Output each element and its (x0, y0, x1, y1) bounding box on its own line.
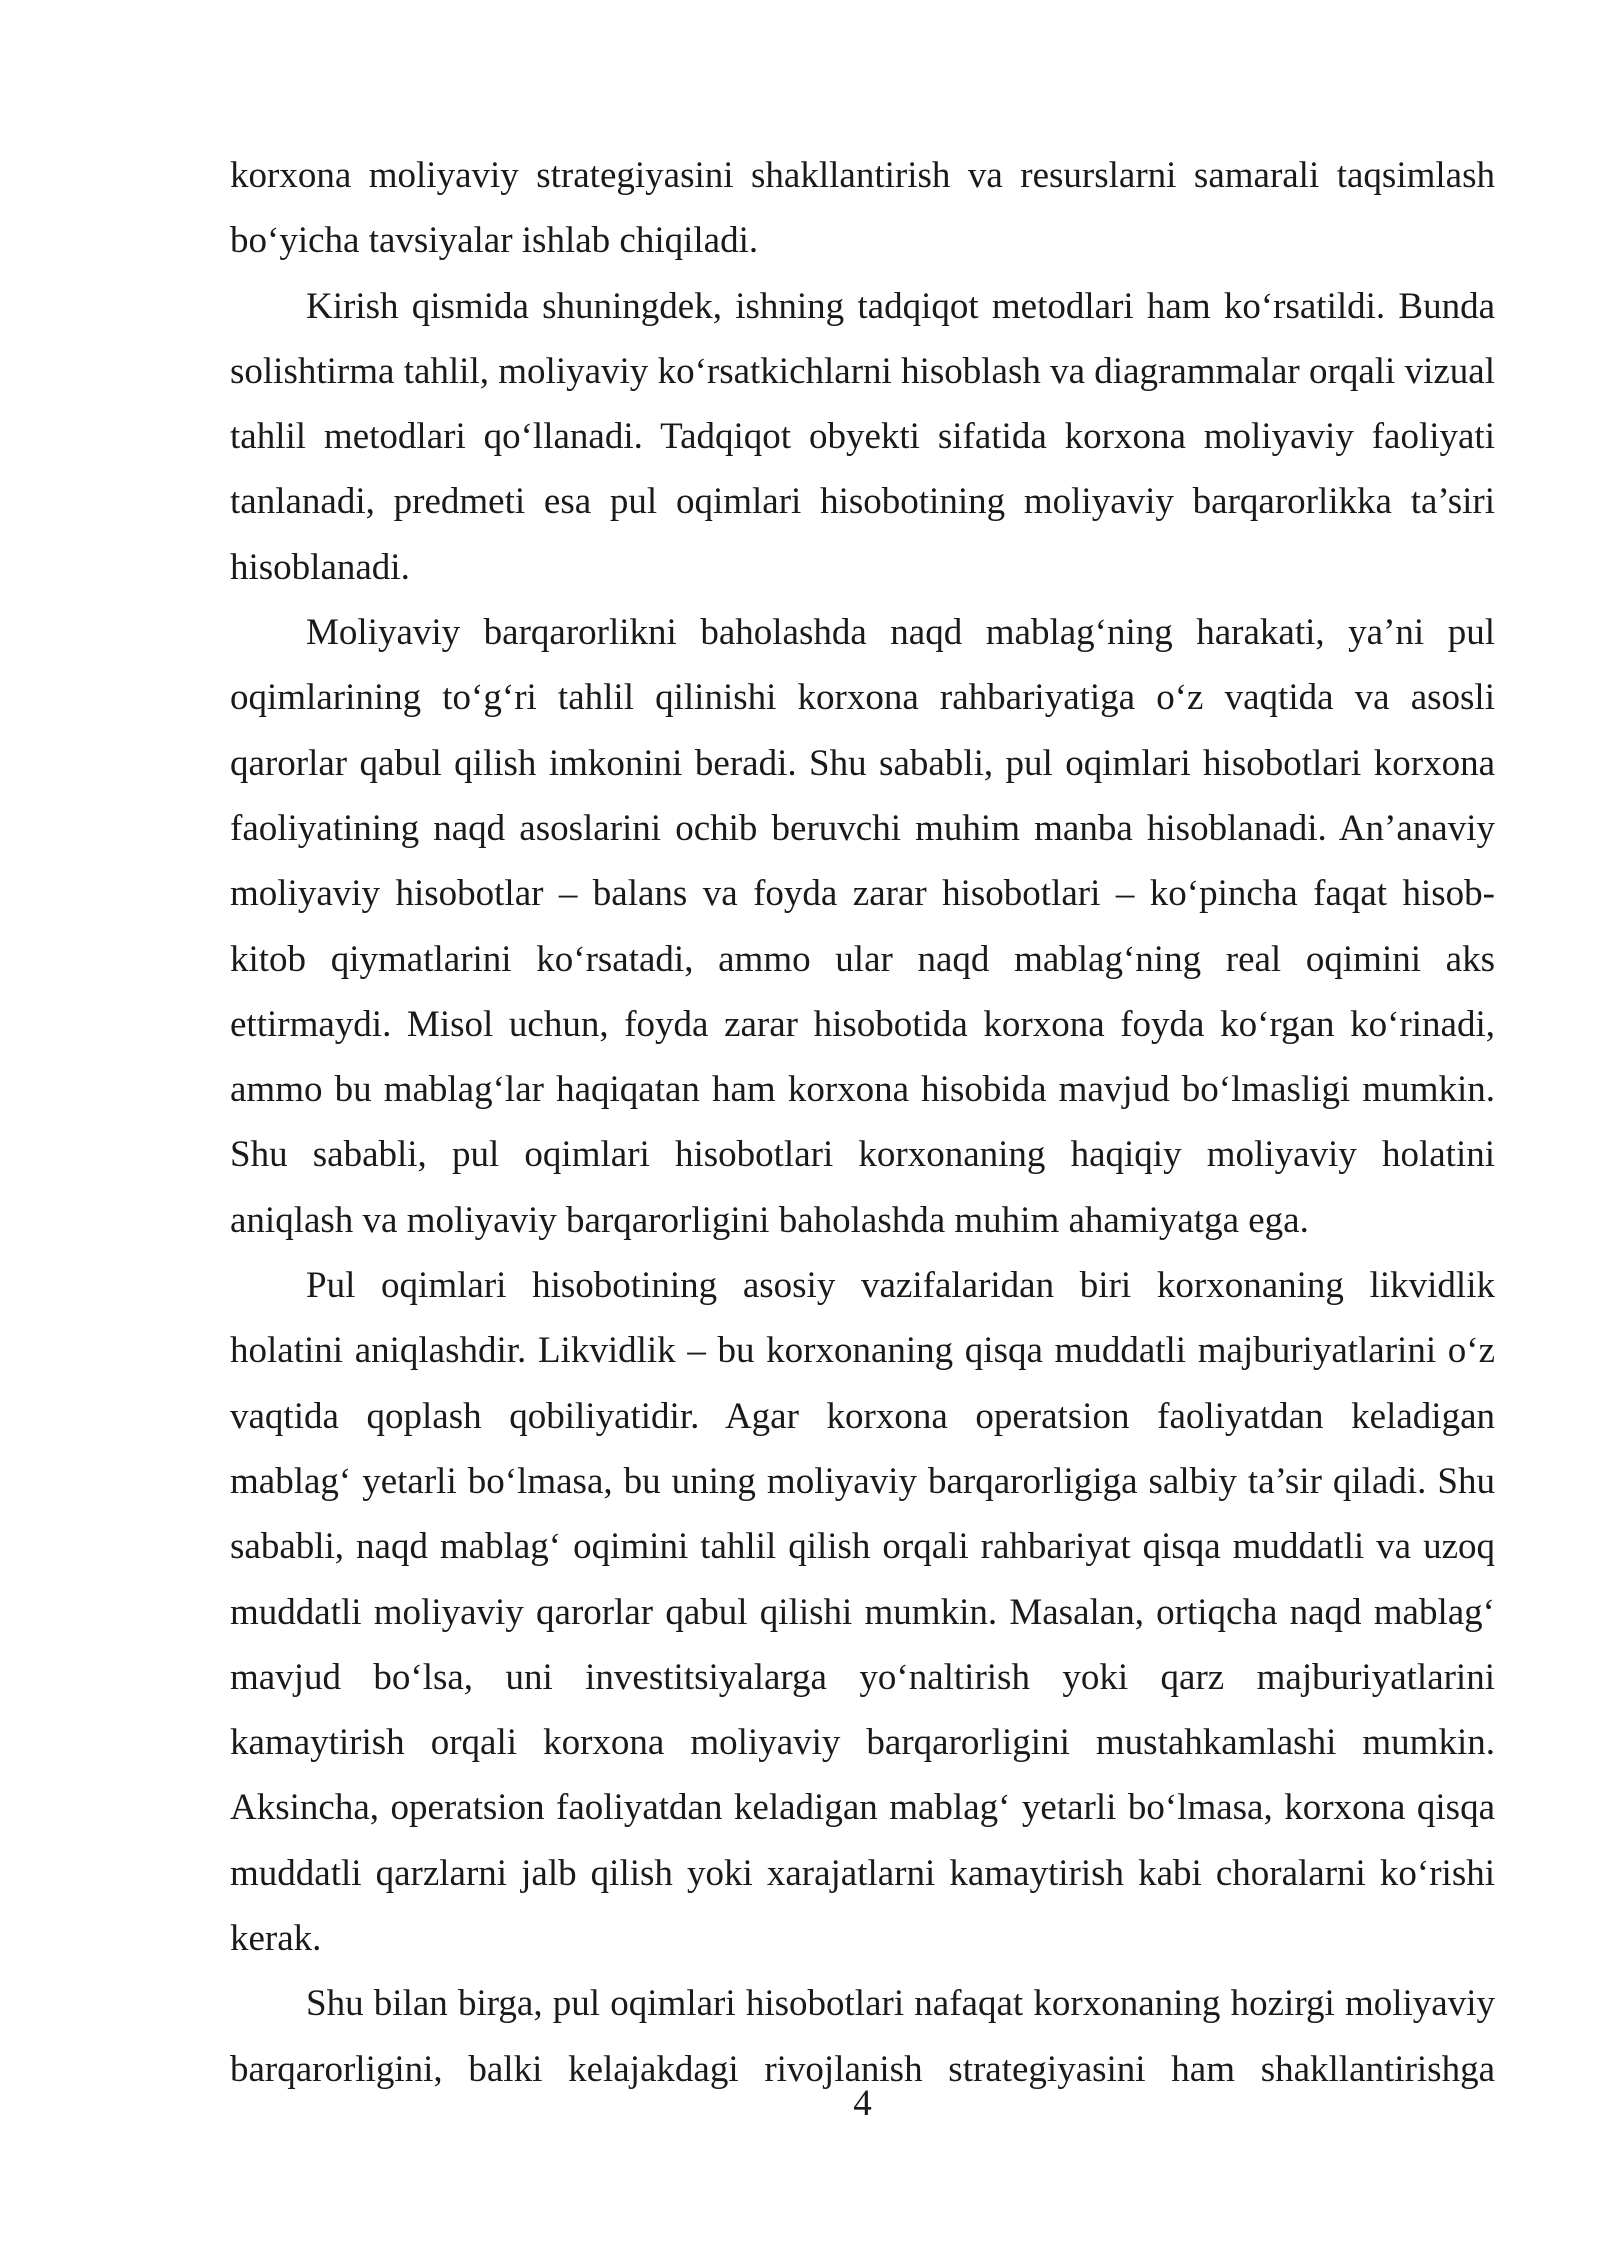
paragraph-strategy: Shu bilan birga, pul oqimlari hisobotlari nafaqat korxonaning hozirgi moliyaviy barqarorligini, balki kelajakdagi rivojlanish strategiyasini ham shakllantirishga (230, 1983, 1495, 2090)
paragraph-research-methods: Kirish qismida shuningdek, ishning tadqiqot metodlari ham ko‘rsatildi. Bunda solishtirma tahlil, moliyaviy ko‘rsatkichlarni hisoblash va diagrammalar orqali vizual tahlil metodlari qo‘llanadi. Tadqiqot obyekti sifatida korxona moliyaviy faoliyati tanlanadi, predmeti esa pul oqimlari hisobotining moliyaviy barqarorlikka ta’siri hisoblanadi. (230, 285, 1495, 588)
paragraph-continued: korxona moliyaviy strategiyasini shakllantirish va resurslarni samarali taqsimlash bo‘yicha tavsiyalar ishlab chiqiladi. (230, 155, 1495, 262)
document-body (230, 143, 1495, 2102)
paragraph-liquidity: Pul oqimlari hisobotining asosiy vazifalaridan biri korxonaning likvidlik holatini aniqlashdir. Likvidlik – bu korxonaning qisqa muddatli majburiyatlarini o‘z vaqtida qoplash qobiliyatidir. Agar korxona operatsion faoliyatdan keladigan mablag‘ yetarli bo‘lmasa, bu uning moliyaviy barqarorligiga salbiy ta’sir qiladi. Shu sababli, naqd mablag‘ oqimini tahlil qilish orqali rahbariyat qisqa muddatli va uzoq muddatli moliyaviy qarorlar qabul qilishi mumkin. Masalan, ortiqcha naqd mablag‘ mavjud bo‘lsa, uni investitsiyalarga yo‘naltirish yoki qarz majburiyatlarini kamaytirish orqali korxona moliyaviy barqarorligini mustahkamlashi mumkin. Aksincha, operatsion faoliyatdan keladigan mablag‘ yetarli bo‘lmasa, korxona qisqa muddatli qarzlarni jalb qilish yoki xarajatlarni kamaytirish kabi choralarni ko‘rishi kerak. (230, 1265, 1495, 1960)
page-number: 4 (853, 2083, 872, 2124)
paragraph-cash-flow-analysis: Moliyaviy barqarorlikni baholashda naqd mablag‘ning harakati, ya’ni pul oqimlarining to‘g‘ri tahlil qilinishi korxona rahbariyatiga o‘z vaqtida va asosli qarorlar qabul qilish imkonini beradi. Shu sababli, pul oqimlari hisobotlari korxona faoliyatining naqd asoslarini ochib beruvchi muhim manba hisoblanadi. An’anaviy moliyaviy hisobotlar – balans va foyda zarar hisobotlari – ko‘pincha faqat hisob-kitob qiymatlarini ko‘rsatadi, ammo ular naqd mablag‘ning real oqimini aks ettirmaydi. Misol uchun, foyda zarar hisobotida korxona foyda ko‘rgan ko‘rinadi, ammo bu mablag‘lar haqiqatan ham korxona hisobida mavjud bo‘lmasligi mumkin. Shu sababli, pul oqimlari hisobotlari korxonaning haqiqiy moliyaviy holatini aniqlash va moliyaviy barqarorligini baholashda muhim ahamiyatga ega. (230, 612, 1495, 1241)
